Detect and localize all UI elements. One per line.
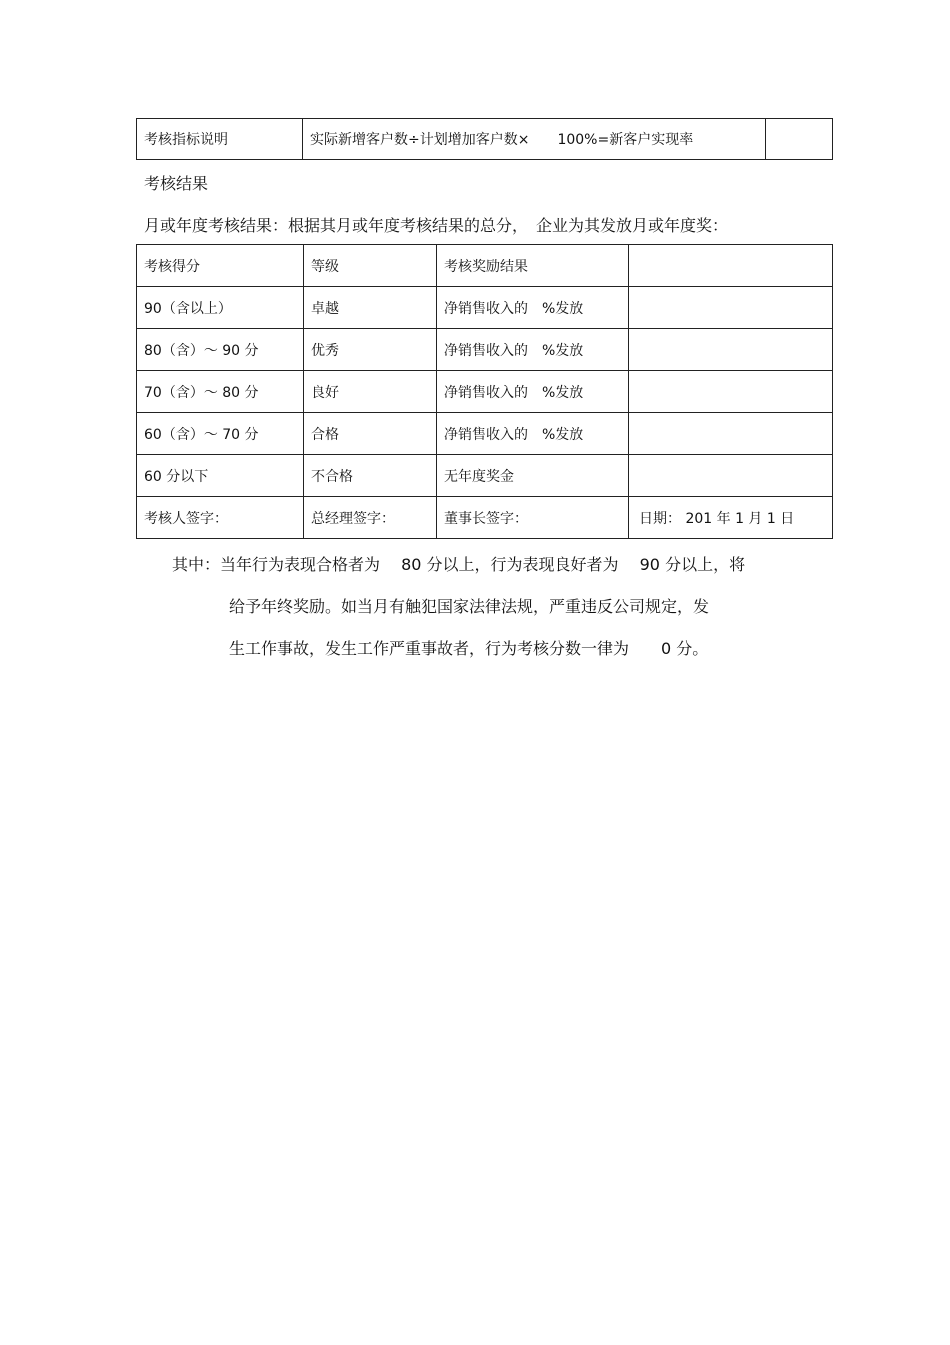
reward-cell: 无年度奖金 [437,455,629,497]
header-cell: 考核奖励结果 [437,245,629,287]
extra-cell [629,413,833,455]
indicator-label-cell: 考核指标说明 [137,119,303,160]
result-table [136,244,833,539]
grade-cell: 不合格 [304,455,437,497]
score-cell: 90（含以上） [137,287,304,329]
table-row [137,413,833,455]
reward-cell: 净销售收入的 %发放 [437,329,629,371]
score-cell: 60（含）～ 70 分 [137,413,304,455]
note-line: 给予年终奖励。如当月有触犯国家法律法规，严重违反公司规定，发 [229,597,710,616]
chairman-signature-cell: 董事长签字： [437,497,629,539]
reward-cell: 净销售收入的 %发放 [437,287,629,329]
reward-cell: 净销售收入的 %发放 [437,371,629,413]
note-line: 其中：当年行为表现合格者为 80 分以上，行为表现良好者为 90 分以上，将 [172,555,746,574]
manager-signature-cell: 总经理签字： [304,497,437,539]
extra-cell [629,287,833,329]
date-cell: 日期： 201 年 1 月 1 日 [629,497,833,539]
grade-cell: 合格 [304,413,437,455]
grade-cell: 良好 [304,371,437,413]
intro-text: 月或年度考核结果：根据其月或年度考核结果的总分， 企业为其发放月或年度奖： [144,216,729,235]
score-cell: 80（含）～ 90 分 [137,329,304,371]
table-row [137,371,833,413]
extra-cell [629,329,833,371]
table-row [137,455,833,497]
table-row [137,119,833,160]
indicator-formula-cell: 实际新增客户数÷计划增加客户数× 100%=新客户实现率 [303,119,766,160]
score-cell: 60 分以下 [137,455,304,497]
section-title: 考核结果 [144,174,209,193]
header-cell: 考核得分 [137,245,304,287]
header-cell: 等级 [304,245,437,287]
note-line: 生工作事故，发生工作严重事故者，行为考核分数一律为 0 分。 [229,639,709,658]
table-row [137,329,833,371]
grade-cell: 优秀 [304,329,437,371]
signature-row [137,497,833,539]
header-cell [629,245,833,287]
grade-cell: 卓越 [304,287,437,329]
assessor-signature-cell: 考核人签字： [137,497,304,539]
indicator-table [136,118,833,160]
indicator-extra-cell [766,119,833,160]
reward-cell: 净销售收入的 %发放 [437,413,629,455]
score-cell: 70（含）～ 80 分 [137,371,304,413]
extra-cell [629,371,833,413]
table-row [137,287,833,329]
extra-cell [629,455,833,497]
table-header-row [137,245,833,287]
